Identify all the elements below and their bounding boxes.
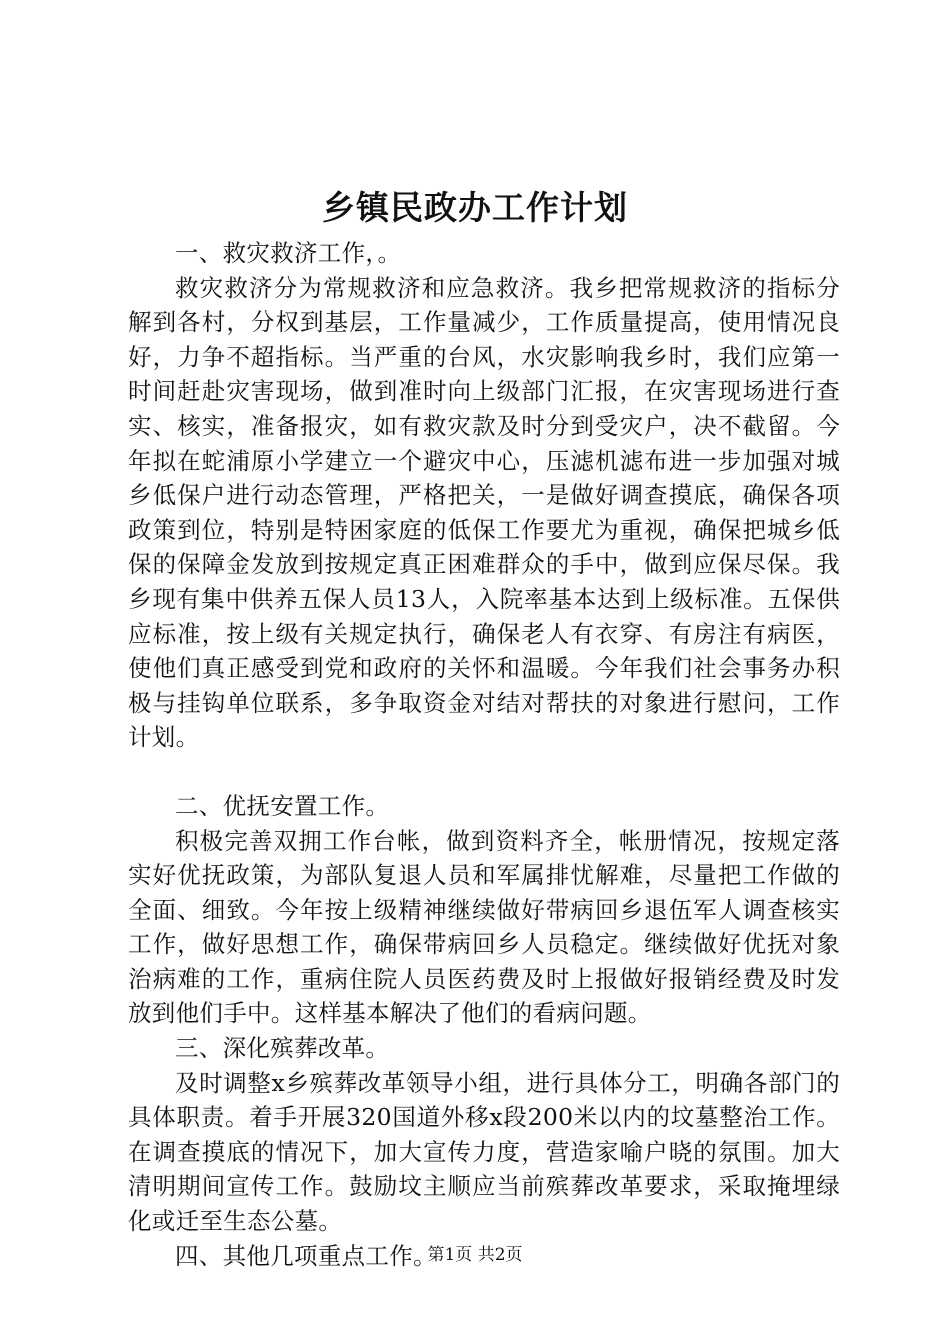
document-body <box>128 236 840 1273</box>
page-number-footer: 第1页 共2页 <box>427 1245 523 1265</box>
section-heading-other-work: 四、其他几项重点工作。 <box>175 1241 437 1270</box>
section-heading-preferential-care: 二、优抚安置工作。 <box>175 791 390 820</box>
paragraph-disaster-relief: 救灾救济分为常规救济和应急救济。我乡把常规救济的指标分解到各村，分权到基层，工作量减少，工作质量提高，使用情况良好，力争不超指标。当严重的台风，水灾影响我乡时，我们应第一时间赶赴灾害现场，做到准时向上级部门汇报，在灾害现场进行查实、核实，准备报灾，如有救灾款及时分到受灾户，决不截留。今年拟在蛇浦原小学建立一个避灾中心，压滤机滤布进一步加强对城乡低保户进行动态管理，严格把关，一是做好调查摸底，确保各项政策到位，特别是特困家庭的低保工作要尤为重视，确保把城乡低保的保障金发放到按规定真正困难群众的手中，做到应保尽保。我乡现有集中供养五保人员13人，入院率基本达到上级标准。五保供应标准，按上级有关规定执行，确保老人有衣穿、有房注有病医，使他们真正感受到党和政府的关怀和温暖。今年我们社会事务办积极与挂钩单位联系，多争取资金对结对帮扶的对象进行慰问，工作计划。 <box>128 273 840 752</box>
paragraph-preferential-care: 积极完善双拥工作台帐，做到资料齐全，帐册情况，按规定落实好优抚政策，为部队复退人员和军属排忧解难，尽量把工作做的全面、细致。今年按上级精神继续做好带病回乡退伍军人调查核实工作，做好思想工作，确保带病回乡人员稳定。继续做好优抚对象治病难的工作，重病住院人员医药费及时上报做好报销经费及时发放到他们手中。这样基本解决了他们的看病问题。 <box>128 826 840 1028</box>
section-heading-funeral-reform: 三、深化殡葬改革。 <box>175 1034 390 1063</box>
document-title: 乡镇民政办工作计划 <box>322 188 628 227</box>
section-heading-disaster-relief: 一、救灾救济工作，。 <box>175 239 402 267</box>
paragraph-funeral-reform: 及时调整x乡殡葬改革领导小组，进行具体分工，明确各部门的具体职责。着手开展320国道外移x段200米以内的坟墓整治工作。在调查摸底的情况下，加大宣传力度，营造家喻户晓的氛围。加大清明期间宣传工作。鼓励坟主顺应当前殡葬改革要求，采取掩埋绿化或迁至生态公墓。 <box>128 1068 840 1236</box>
